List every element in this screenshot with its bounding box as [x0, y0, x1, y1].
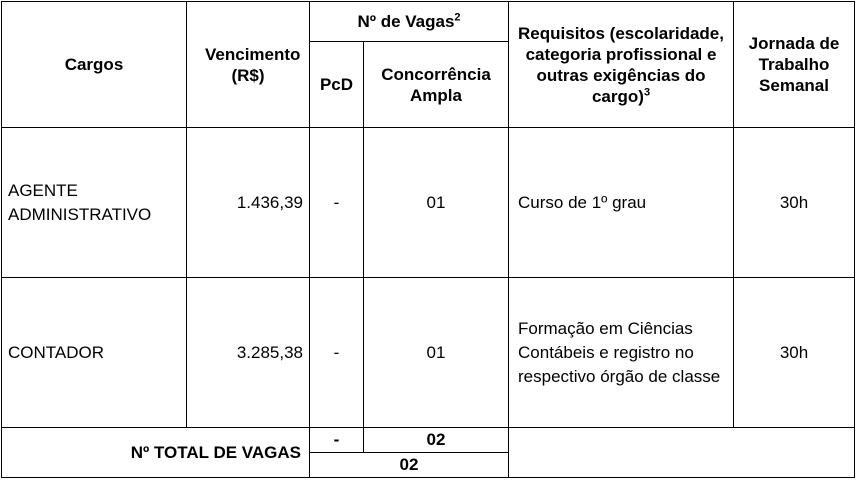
cell-pcd: -: [310, 278, 364, 428]
cell-requisitos: Formação em Ciências Contábeis e registro no respectivo órgão de classe: [509, 278, 734, 428]
header-requisitos: [509, 2, 734, 128]
header-vagas-footnote: 2: [454, 11, 461, 24]
cell-ampla: 01: [364, 128, 509, 278]
header-requisitos-footnote: 3: [643, 85, 651, 98]
total-empty-cell: [509, 428, 855, 478]
vacancies-table: [1, 1, 855, 478]
total-pcd: -: [310, 428, 364, 453]
cell-vencimento: 1.436,39: [187, 128, 310, 278]
header-vencimento: Vencimento (R$): [187, 2, 310, 128]
header-cargos: Cargos: [2, 2, 187, 128]
cell-requisitos: Curso de 1º grau: [509, 128, 734, 278]
cell-vencimento: 3.285,38: [187, 278, 310, 428]
header-vagas: [310, 2, 509, 42]
total-sum: 02: [310, 453, 509, 478]
cell-cargo: AGENTE ADMINISTRATIVO: [2, 128, 187, 278]
total-label: Nº TOTAL DE VAGAS: [2, 428, 310, 478]
cell-jornada: 30h: [734, 128, 855, 278]
total-ampla: 02: [364, 428, 509, 453]
table-row: [2, 278, 855, 428]
table-row: [2, 128, 855, 278]
cell-cargo: CONTADOR: [2, 278, 187, 428]
header-ampla: Concorrência Ampla: [364, 42, 509, 128]
header-jornada: Jornada de Trabalho Semanal: [734, 2, 855, 128]
cell-ampla: 01: [364, 278, 509, 428]
header-pcd: PcD: [310, 42, 364, 128]
header-vagas-label: Nº de Vagas: [357, 12, 455, 31]
header-requisitos-label: Requisitos (escolaridade, categoria profissional e outras exigências do cargo): [518, 23, 724, 106]
cell-jornada: 30h: [734, 278, 855, 428]
cell-pcd: -: [310, 128, 364, 278]
